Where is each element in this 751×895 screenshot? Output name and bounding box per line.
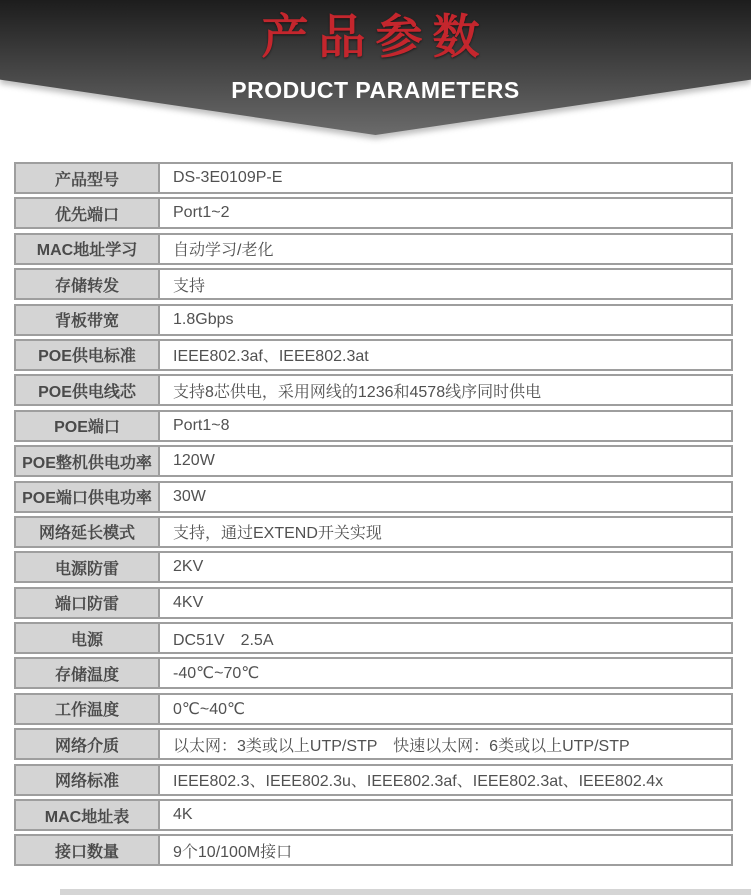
- table-row: [14, 551, 733, 583]
- row-label: 接口数量: [16, 836, 160, 864]
- section-divider: [60, 889, 751, 895]
- row-value: 2KV: [173, 558, 204, 576]
- row-label: 产品型号: [16, 164, 160, 192]
- header-banner: [0, 0, 751, 140]
- row-value: 120W: [173, 452, 215, 470]
- row-value: 9个10/100M接口: [173, 843, 293, 861]
- row-label: 网络标准: [16, 766, 160, 794]
- row-label: POE整机供电功率: [16, 447, 160, 475]
- table-row: [14, 516, 733, 548]
- row-label: 存储温度: [16, 659, 160, 687]
- row-value: 支持，通过EXTEND开关实现: [173, 525, 382, 543]
- row-value: 30W: [173, 487, 206, 505]
- row-label: POE端口: [16, 412, 160, 440]
- row-value: 4KV: [173, 593, 204, 611]
- row-value: -40℃~70℃: [173, 665, 260, 683]
- row-value: DS-3E0109P-E: [173, 169, 283, 186]
- spec-table: [14, 162, 733, 870]
- row-value: 以太网：3类或以上UTP/STP 快速以太网：6类或以上UTP/STP: [173, 737, 630, 755]
- table-row: [14, 304, 733, 336]
- table-row: [14, 268, 733, 300]
- table-row: [14, 339, 733, 371]
- row-label: 工作温度: [16, 695, 160, 723]
- row-value: Port1~2: [173, 204, 230, 222]
- row-label: 网络介质: [16, 730, 160, 758]
- row-value: 0℃~40℃: [173, 700, 245, 718]
- table-row: [14, 622, 733, 654]
- table-row: [14, 799, 733, 831]
- row-value: Port1~8: [173, 416, 230, 434]
- table-row: [14, 233, 733, 265]
- row-label: 网络延长模式: [16, 518, 160, 546]
- page-title: 产品参数: [261, 10, 490, 65]
- row-label: 端口防雷: [16, 589, 160, 617]
- table-row: [14, 657, 733, 689]
- row-label: MAC地址表: [16, 801, 160, 829]
- row-label: 存储转发: [16, 270, 160, 298]
- row-label: 电源: [16, 624, 160, 652]
- row-value: IEEE802.3af、IEEE802.3at: [173, 348, 369, 366]
- row-value: 1.8Gbps: [173, 310, 234, 328]
- page-subtitle: PRODUCT PARAMETERS: [231, 77, 520, 103]
- table-row: [14, 764, 733, 796]
- row-label: MAC地址学习: [16, 235, 160, 263]
- table-row: [14, 728, 733, 760]
- table-row: [14, 834, 733, 866]
- row-label: 电源防雷: [16, 553, 160, 581]
- row-label: 背板带宽: [16, 306, 160, 334]
- row-label: POE端口供电功率: [16, 483, 160, 511]
- table-row: [14, 693, 733, 725]
- table-row: [14, 374, 733, 406]
- row-value: DC51V 2.5A: [173, 631, 274, 649]
- row-label: POE供电标准: [16, 341, 160, 369]
- row-value: IEEE802.3、IEEE802.3u、IEEE802.3af、IEEE802.3at、IEEE802.4x: [173, 773, 664, 791]
- row-label: 优先端口: [16, 199, 160, 227]
- row-value: 自动学习/老化: [173, 242, 274, 260]
- row-label: POE供电线芯: [16, 376, 160, 404]
- table-row: [14, 587, 733, 619]
- table-row: [14, 445, 733, 477]
- table-row: [14, 410, 733, 442]
- table-row: [14, 197, 733, 229]
- row-value: 4K: [173, 806, 193, 824]
- table-row: [14, 162, 733, 194]
- row-value: 支持8芯供电，采用网线的1236和4578线序同时供电: [173, 383, 542, 401]
- row-value: 支持: [173, 277, 206, 295]
- table-row: [14, 481, 733, 513]
